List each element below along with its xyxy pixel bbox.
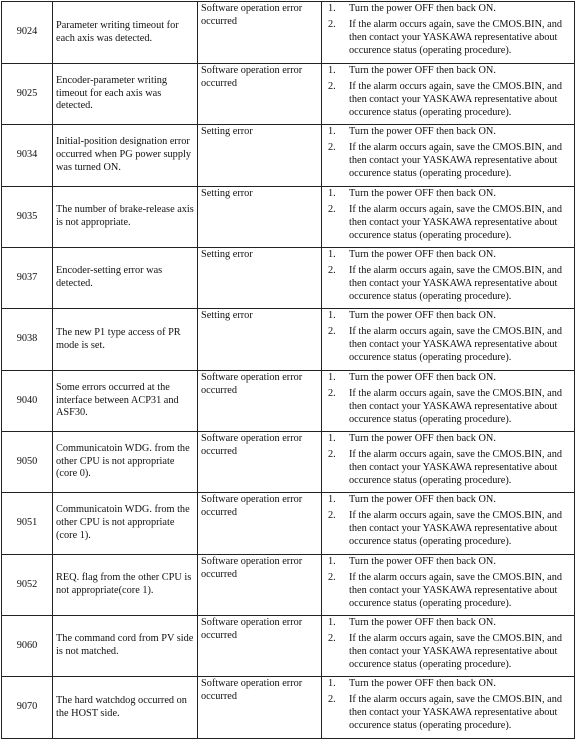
remedy-steps bbox=[328, 372, 570, 427]
alarm-code: 9037 bbox=[2, 248, 53, 309]
alarm-description: Parameter writing timeout for each axis was detected. bbox=[53, 2, 198, 64]
alarm-remedy bbox=[322, 248, 575, 309]
remedy-step bbox=[328, 449, 570, 488]
step-text: Turn the power OFF then back ON. bbox=[349, 126, 496, 137]
remedy-steps bbox=[328, 249, 570, 304]
alarm-code: 9034 bbox=[2, 125, 53, 187]
remedy-step bbox=[328, 142, 570, 181]
step-number: 2. bbox=[328, 632, 336, 644]
remedy-step bbox=[328, 65, 570, 78]
table-row bbox=[2, 371, 575, 432]
alarm-remedy bbox=[322, 371, 575, 432]
table-row bbox=[2, 493, 575, 555]
step-number: 2. bbox=[328, 325, 336, 337]
alarm-description: Communicatoin WDG. from the other CPU is not appropriate (core 0). bbox=[53, 432, 198, 493]
remedy-step bbox=[328, 265, 570, 304]
alarm-remedy bbox=[322, 555, 575, 616]
alarm-description: The command cord from PV side is not matched. bbox=[53, 616, 198, 677]
alarm-cause: Software operation error occurred bbox=[198, 677, 322, 739]
step-text: If the alarm occurs again, save the CMOS.BIN, and then contact your YASKAWA representative about occurence status (operating procedure). bbox=[349, 632, 563, 670]
table-row bbox=[2, 616, 575, 677]
alarm-cause: Setting error bbox=[198, 248, 322, 309]
step-text: Turn the power OFF then back ON. bbox=[349, 433, 496, 444]
step-text: If the alarm occurs again, save the CMOS.BIN, and then contact your YASKAWA representative about occurence status (operating procedure). bbox=[349, 325, 563, 363]
remedy-step bbox=[328, 617, 570, 630]
alarm-remedy bbox=[322, 187, 575, 248]
step-text: Turn the power OFF then back ON. bbox=[349, 65, 496, 76]
alarm-cause: Software operation error occurred bbox=[198, 616, 322, 677]
remedy-steps bbox=[328, 433, 570, 488]
step-text: Turn the power OFF then back ON. bbox=[349, 372, 496, 383]
step-text: Turn the power OFF then back ON. bbox=[349, 188, 496, 199]
remedy-step bbox=[328, 633, 570, 672]
alarm-code: 9025 bbox=[2, 64, 53, 125]
step-text: Turn the power OFF then back ON. bbox=[349, 3, 496, 14]
table-row bbox=[2, 2, 575, 64]
alarm-table-body bbox=[2, 2, 575, 739]
step-number: 2. bbox=[328, 80, 336, 92]
step-number: 1. bbox=[328, 678, 336, 689]
alarm-description: REQ. flag from the other CPU is not appropriate(core 1). bbox=[53, 555, 198, 616]
alarm-cause: Setting error bbox=[198, 125, 322, 187]
step-number: 2. bbox=[328, 571, 336, 583]
step-number: 1. bbox=[328, 126, 336, 137]
step-text: Turn the power OFF then back ON. bbox=[349, 249, 496, 260]
step-text: If the alarm occurs again, save the CMOS.BIN, and then contact your YASKAWA representative about occurence status (operating procedure). bbox=[349, 18, 563, 56]
step-number: 1. bbox=[328, 372, 336, 383]
alarm-remedy bbox=[322, 432, 575, 493]
alarm-code: 9060 bbox=[2, 616, 53, 677]
step-text: If the alarm occurs again, save the CMOS.BIN, and then contact your YASKAWA representative about occurence status (operating procedure). bbox=[349, 141, 563, 179]
step-text: If the alarm occurs again, save the CMOS.BIN, and then contact your YASKAWA representative about occurence status (operating procedure). bbox=[349, 509, 563, 547]
step-text: If the alarm occurs again, save the CMOS.BIN, and then contact your YASKAWA representative about occurence status (operating procedure). bbox=[349, 203, 563, 241]
step-number: 2. bbox=[328, 264, 336, 276]
step-number: 1. bbox=[328, 188, 336, 199]
step-number: 2. bbox=[328, 448, 336, 460]
remedy-step bbox=[328, 372, 570, 385]
remedy-step bbox=[328, 3, 570, 16]
alarm-description: Communicatoin WDG. from the other CPU is not appropriate (core 1). bbox=[53, 493, 198, 555]
remedy-steps bbox=[328, 678, 570, 733]
alarm-cause: Software operation error occurred bbox=[198, 432, 322, 493]
step-number: 2. bbox=[328, 693, 336, 705]
alarm-remedy bbox=[322, 616, 575, 677]
alarm-remedy bbox=[322, 2, 575, 64]
table-row bbox=[2, 64, 575, 125]
alarm-code: 9035 bbox=[2, 187, 53, 248]
alarm-remedy bbox=[322, 64, 575, 125]
step-text: If the alarm occurs again, save the CMOS.BIN, and then contact your YASKAWA representative about occurence status (operating procedure). bbox=[349, 387, 563, 425]
step-text: Turn the power OFF then back ON. bbox=[349, 310, 496, 321]
step-text: Turn the power OFF then back ON. bbox=[349, 617, 496, 628]
table-row bbox=[2, 187, 575, 248]
alarm-remedy bbox=[322, 677, 575, 739]
step-text: If the alarm occurs again, save the CMOS.BIN, and then contact your YASKAWA representative about occurence status (operating procedure). bbox=[349, 80, 563, 118]
step-text: If the alarm occurs again, save the CMOS.BIN, and then contact your YASKAWA representative about occurence status (operating procedure). bbox=[349, 448, 563, 486]
remedy-step bbox=[328, 126, 570, 139]
alarm-description: The hard watchdog occurred on the HOST side. bbox=[53, 677, 198, 739]
remedy-step bbox=[328, 494, 570, 507]
step-text: If the alarm occurs again, save the CMOS.BIN, and then contact your YASKAWA representative about occurence status (operating procedure). bbox=[349, 571, 563, 609]
remedy-steps bbox=[328, 65, 570, 120]
alarm-cause: Setting error bbox=[198, 309, 322, 371]
alarm-description: Encoder-parameter writing timeout for each axis was detected. bbox=[53, 64, 198, 125]
alarm-code: 9040 bbox=[2, 371, 53, 432]
step-number: 1. bbox=[328, 310, 336, 321]
table-row bbox=[2, 309, 575, 371]
remedy-steps bbox=[328, 188, 570, 243]
alarm-cause: Software operation error occurred bbox=[198, 555, 322, 616]
remedy-step bbox=[328, 510, 570, 549]
step-number: 1. bbox=[328, 3, 336, 14]
step-number: 1. bbox=[328, 556, 336, 567]
remedy-step bbox=[328, 572, 570, 611]
step-number: 1. bbox=[328, 65, 336, 76]
remedy-step bbox=[328, 310, 570, 323]
alarm-description: The number of brake-release axis is not appropriate. bbox=[53, 187, 198, 248]
alarm-description: Initial-position designation error occurred when PG power supply was turned ON. bbox=[53, 125, 198, 187]
remedy-steps bbox=[328, 556, 570, 611]
remedy-step bbox=[328, 188, 570, 201]
step-number: 2. bbox=[328, 18, 336, 30]
table-row bbox=[2, 125, 575, 187]
alarm-remedy bbox=[322, 493, 575, 555]
step-number: 1. bbox=[328, 617, 336, 628]
alarm-cause: Software operation error occurred bbox=[198, 371, 322, 432]
step-text: Turn the power OFF then back ON. bbox=[349, 556, 496, 567]
step-number: 1. bbox=[328, 433, 336, 444]
alarm-cause: Software operation error occurred bbox=[198, 493, 322, 555]
step-number: 1. bbox=[328, 494, 336, 505]
alarm-code: 9070 bbox=[2, 677, 53, 739]
remedy-step bbox=[328, 326, 570, 365]
table-row bbox=[2, 432, 575, 493]
remedy-step bbox=[328, 678, 570, 691]
alarm-table bbox=[1, 1, 575, 739]
remedy-step bbox=[328, 694, 570, 733]
remedy-step bbox=[328, 81, 570, 120]
step-text: If the alarm occurs again, save the CMOS.BIN, and then contact your YASKAWA representative about occurence status (operating procedure). bbox=[349, 693, 563, 731]
remedy-step bbox=[328, 433, 570, 446]
remedy-steps bbox=[328, 494, 570, 549]
step-text: Turn the power OFF then back ON. bbox=[349, 678, 496, 689]
alarm-description: Some errors occurred at the interface between ACP31 and ASF30. bbox=[53, 371, 198, 432]
remedy-step bbox=[328, 19, 570, 58]
remedy-step bbox=[328, 556, 570, 569]
step-number: 2. bbox=[328, 387, 336, 399]
step-number: 1. bbox=[328, 249, 336, 260]
alarm-code: 9050 bbox=[2, 432, 53, 493]
alarm-remedy bbox=[322, 125, 575, 187]
remedy-step bbox=[328, 204, 570, 243]
alarm-description: Encoder-setting error was detected. bbox=[53, 248, 198, 309]
table-row bbox=[2, 555, 575, 616]
remedy-steps bbox=[328, 617, 570, 672]
alarm-code: 9038 bbox=[2, 309, 53, 371]
alarm-cause: Software operation error occurred bbox=[198, 64, 322, 125]
remedy-steps bbox=[328, 310, 570, 365]
step-text: Turn the power OFF then back ON. bbox=[349, 494, 496, 505]
alarm-cause: Software operation error occurred bbox=[198, 2, 322, 64]
step-number: 2. bbox=[328, 509, 336, 521]
step-text: If the alarm occurs again, save the CMOS.BIN, and then contact your YASKAWA representative about occurence status (operating procedure). bbox=[349, 264, 563, 302]
alarm-description: The new P1 type access of PR mode is set. bbox=[53, 309, 198, 371]
table-row bbox=[2, 677, 575, 739]
table-row bbox=[2, 248, 575, 309]
remedy-steps bbox=[328, 3, 570, 58]
alarm-remedy bbox=[322, 309, 575, 371]
step-number: 2. bbox=[328, 141, 336, 153]
remedy-step bbox=[328, 388, 570, 427]
remedy-step bbox=[328, 249, 570, 262]
alarm-cause: Setting error bbox=[198, 187, 322, 248]
remedy-steps bbox=[328, 126, 570, 181]
alarm-code: 9051 bbox=[2, 493, 53, 555]
alarm-code: 9024 bbox=[2, 2, 53, 64]
step-number: 2. bbox=[328, 203, 336, 215]
alarm-code: 9052 bbox=[2, 555, 53, 616]
